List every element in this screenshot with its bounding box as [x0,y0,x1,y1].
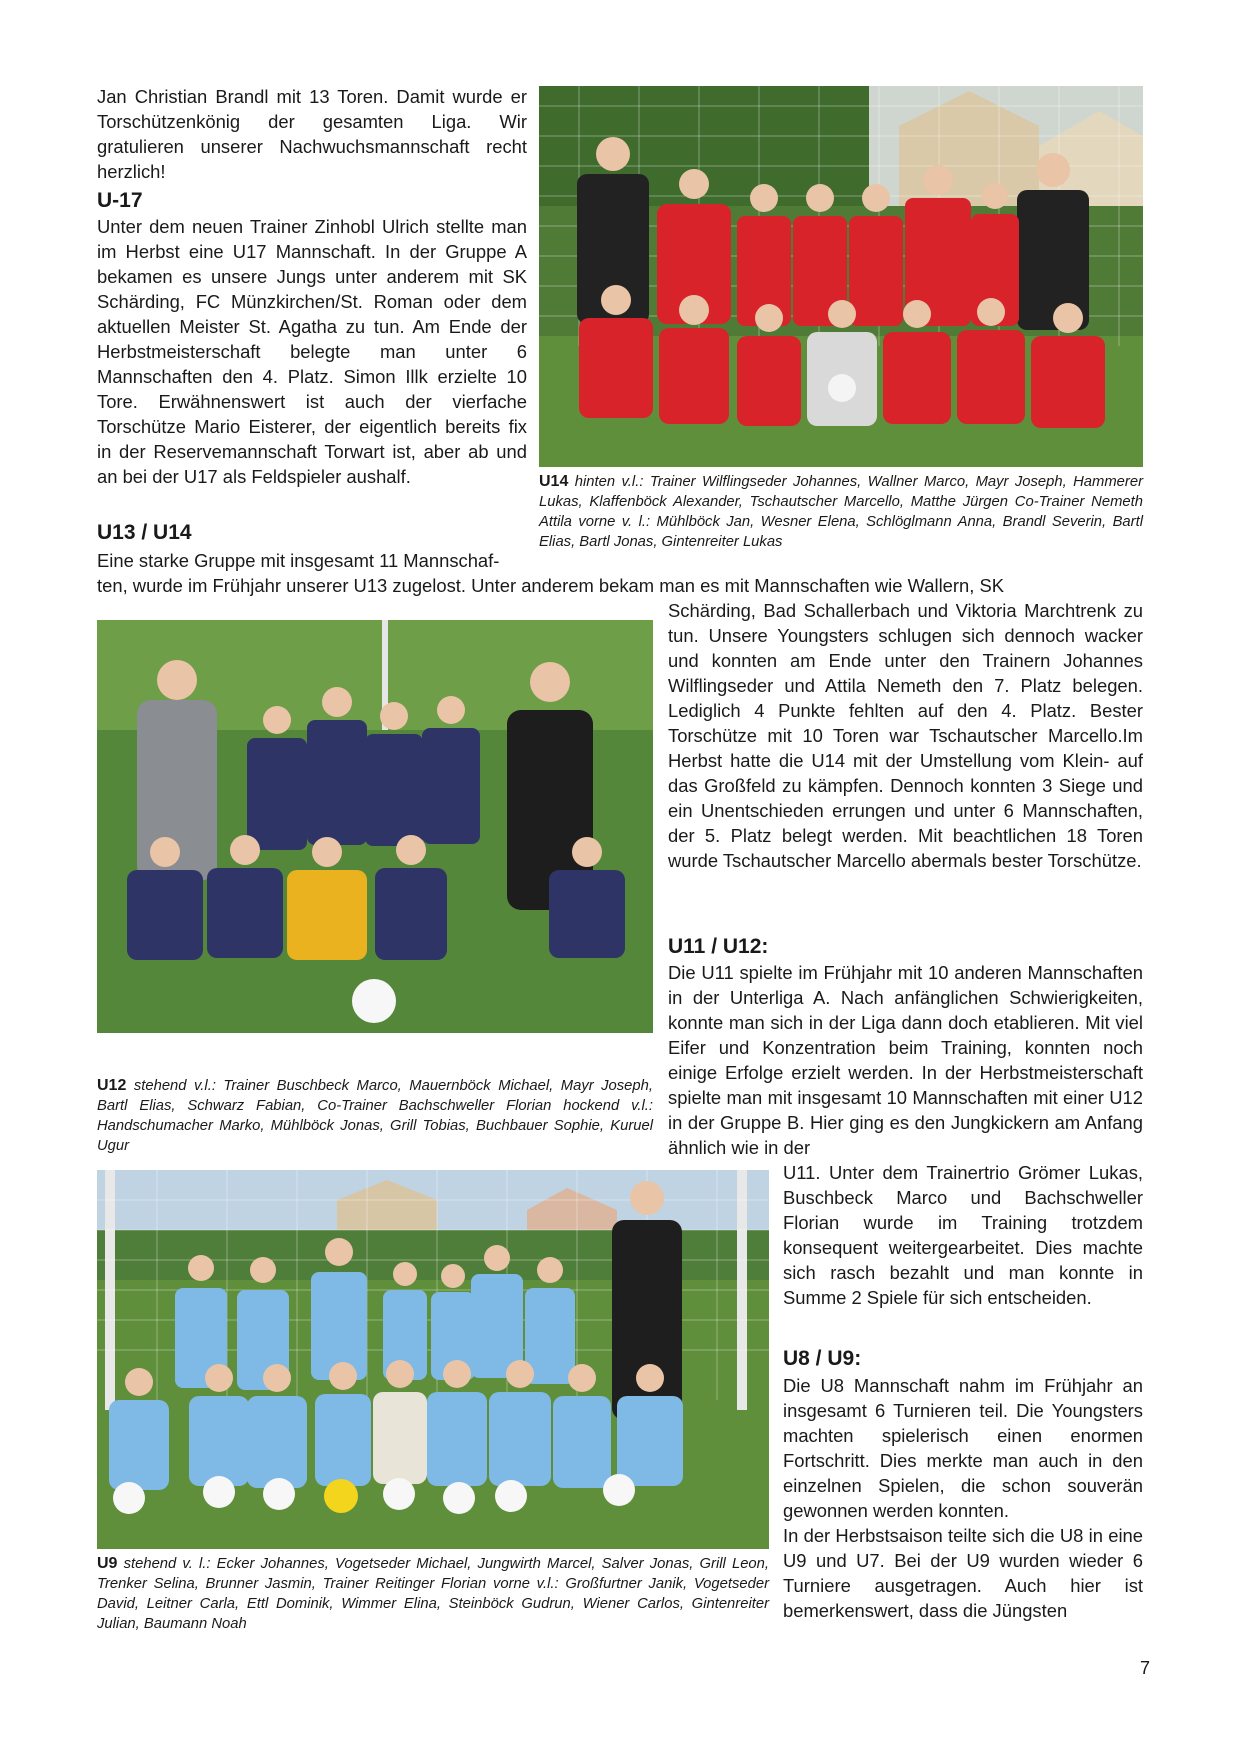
u12-team-photo [97,620,653,1033]
u9-caption [97,1554,769,1634]
u12-caption-text: stehend v.l.: Trainer Buschbeck Marco, Mauernböck Michael, Mayr Joseph, Bartl Elias, Schwarz Fabian, Co-Trainer Bachschweller Florian hockend v.l.: Handschumacher Marko, Mühlböck Jonas, Grill Tobias, Buchbauer Sophie, Kuruel Ugur [97,1078,653,1154]
u11-text-cont: U11. Unter dem Trainertrio Grömer Lukas, Buschbeck Marco und Bachschweller Florian wurde im Training trotzdem konsequent weitergearbeitet. Dies machte sich rasch bezahlt und man konnte in Summe 2 Spiele für sich entscheiden. [783,1162,1143,1308]
u14-team-photo [539,86,1143,467]
u14-caption-label: U14 [539,473,569,490]
intro-text: Jan Christian Brandl mit 13 Toren. Damit wurde er Torschützenkönig der gesamten Liga. Wir gratulieren unserer Nachwuchsmannschaft recht herzlich! [97,86,527,182]
u13-text-line2: ten, wurde im Frühjahr unserer U13 zugelost. Unter anderem bekam man es mit Mannschaften wie Wallern, SK [97,575,1004,596]
heading-u8-u9: U8 / U9: [783,1347,862,1370]
u13-text-line1: Eine starke Gruppe mit insgesamt 11 Mannschaf- [97,550,500,571]
u14-caption-text: hinten v.l.: Trainer Wilflingseder Johannes, Wallner Marco, Mayr Joseph, Hammerer Lukas, Klaffenböck Alexander, Tschautscher Marcello, Matthe Jürgen Co-Trainer Nemeth Attila vorne v. l.: Mühlböck Jan, Wesner Elena, Schlöglmann Anna, Brandl Severin, Bartl Elias, Bartl Jonas, Gintenreiter Lukas [539,474,1143,550]
u8-text: Die U8 Mannschaft nahm im Frühjahr an insgesamt 6 Turnieren teil. Die Youngsters machten spielerisch einen enormen Fortschritt. Dies merkte man auch in den einzelnen Spielen, die schon souverän gewonnen werden konnten. In der Herbstsaison teilte sich die U8 in eine U9 und U7. Bei der U9 wurden wieder 6 Turniere ausgetragen. Auch hier ist bemerkenswert, dass die Jüngsten [783,1375,1143,1621]
u13-text-right: Schärding, Bad Schallerbach und Viktoria Marchtrenk zu tun. Unsere Youngsters schlugen sich dennoch wacker und konnten am Ende unter den Trainern Johannes Wilflingseder und Attila Nemeth den 7. Platz belegen. Lediglich 4 Punkte fehlten auf den 4. Platz. Bester Torschütze mit 10 Toren war Tschautscher Marcello.Im Herbst hatte die U14 mit der Umstellung vom Klein- auf das Großfeld zu kämpfen. Dennoch konnten 3 Siege und ein Unentschieden errungen und unter 6 Mannschaften, der 5. Platz belegt werden. Mit beachtlichen 18 Toren wurde Tschautscher Marcello abermals bester Torschütze. [668,600,1143,871]
u9-team-photo [97,1170,769,1549]
u17-text: Unter dem neuen Trainer Zinhobl Ulrich stellte man im Herbst eine U17 Mannschaft. In der Gruppe A bekamen es unsere Jungs unter anderem mit SK Schärding, FC Münzkirchen/St. Roman oder dem aktuellen Meister St. Agatha zu tun. Am Ende der Herbstmeisterschaft belegte man unter 6 Mannschaften den 4. Platz. Simon Illk erzielte 10 Tore. Erwähnenswert ist auch der vierfache Torschütze Mario Eisterer, der eigentlich bereits fix in der Reservemannschaft Torwart ist, aber ab und an bei der U17 als Feldspieler aushalf. [97,216,527,487]
u11-text: Die U11 spielte im Frühjahr mit 10 anderen Mannschaften in der Unterliga A. Nach anfänglichen Schwierigkeiten, konnte man sich in der Liga dann doch etablieren. Mit viel Eifer und Konzentration beim Training, konnten noch einige Erfolge erzielt werden. In der Herbstmeisterschaft spielte man mit insgesamt 10 Mannschaften mit einer U12 in der Gruppe B. Hier ging es den Jungkickern am Anfang ähnlich wie in der [668,962,1143,1158]
u12-caption-label: U12 [97,1077,127,1094]
heading-u11-u12: U11 / U12: [668,935,769,958]
page-number: 7 [1140,1658,1151,1678]
u9-caption-text: stehend v. l.: Ecker Johannes, Vogetseder Michael, Jungwirth Marcel, Salver Jonas, Grill Leon, Trenker Selina, Brunner Jasmin, Trainer Reitinger Florian vorne v.l.: Großfurtner Janik, Vogetseder David, Leitner Carla, Ettl Dominik, Wimmer Elina, Steinböck Gudrun, Wiener Carlos, Gintenreiter Julian, Baumann Noah [97,1556,769,1632]
u9-caption-label: U9 [97,1555,118,1572]
heading-u17: U-17 [97,189,143,212]
u14-caption [539,472,1143,552]
heading-u13-u14: U13 / U14 [97,521,192,544]
u12-caption [97,1076,653,1156]
